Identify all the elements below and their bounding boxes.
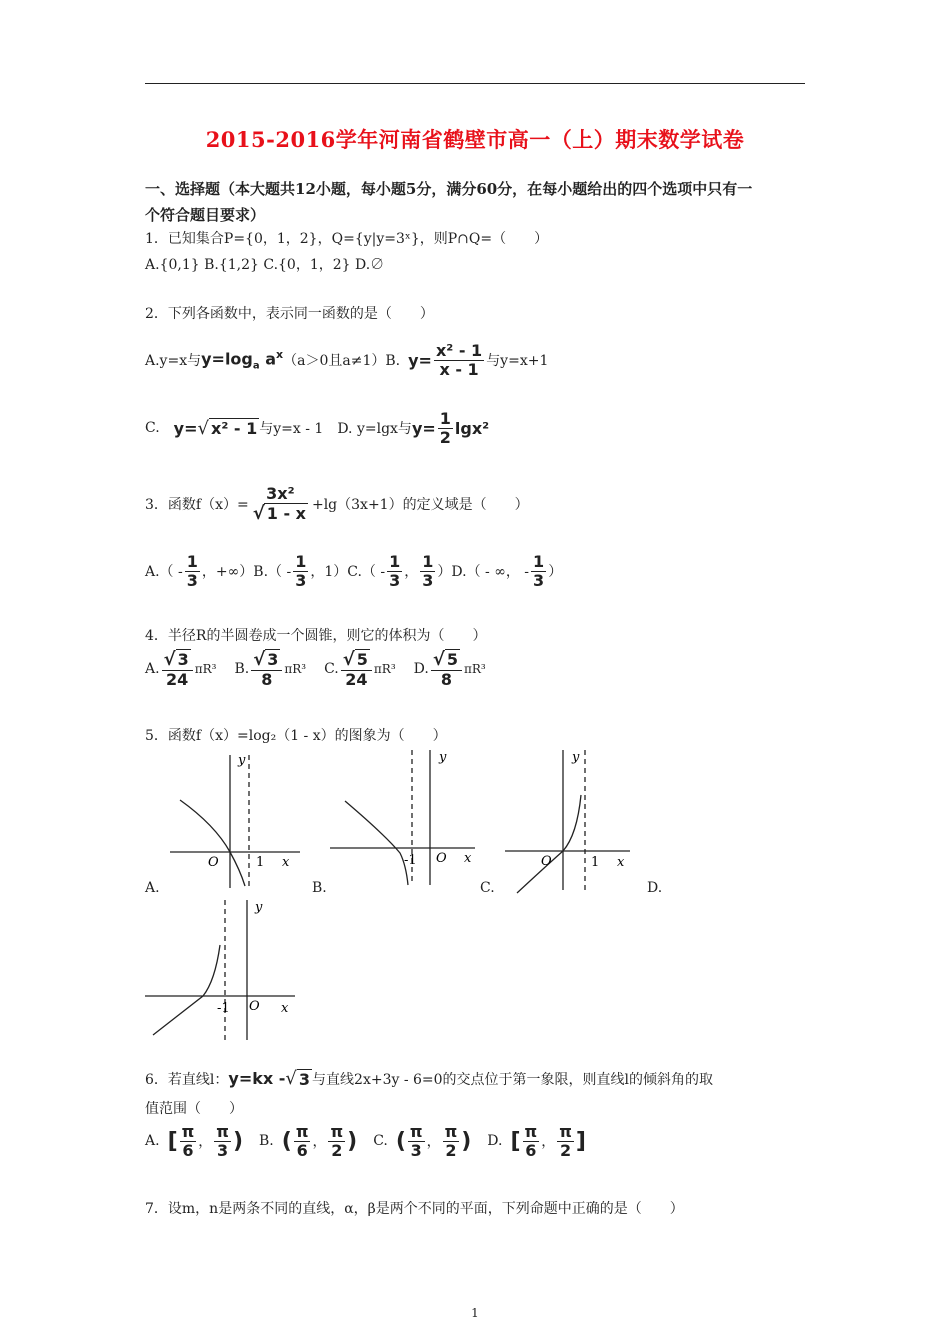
q7-stem: 7．设m，n是两条不同的直线，α，β是两个不同的平面，下列命题中正确的是（ ） [145, 1201, 684, 1217]
q2-d-num: 1 [439, 409, 451, 428]
q6-b-d2: 2 [331, 1140, 343, 1160]
q3-c-frac2 [420, 553, 435, 589]
q2-stem: 2．下列各函数中，表示同一函数的是（ ） [145, 306, 434, 322]
q6-a-label: A. [145, 1133, 160, 1150]
q6-d-close: ] [575, 1128, 586, 1154]
q6-c-open: ( [395, 1128, 406, 1154]
q3-post: +lg（3x+1）的定义域是（ ） [311, 497, 529, 514]
q6-c-n2: π [444, 1122, 458, 1141]
q6-c-n1: π [409, 1122, 423, 1141]
header-rule [145, 83, 805, 84]
q4-d-label: D. [413, 661, 429, 678]
q3-d-num: 1 [533, 552, 545, 571]
q3-den-wrap [251, 504, 310, 524]
q3-c-den2: 3 [422, 570, 434, 590]
q4-stem: 4．半径R的半圆卷成一个圆锥，则它的体积为（ ） [145, 628, 487, 644]
q6-b-n2: π [330, 1122, 344, 1141]
q6-stem-line2: 值范围（ ） [145, 1101, 243, 1117]
q4-c-den: 24 [345, 669, 368, 689]
q4-d-den: 8 [440, 669, 452, 689]
q6-a-close: ) [232, 1128, 243, 1154]
q5-graph-b [330, 745, 480, 890]
q5-label-b: B. [312, 880, 327, 896]
q3-d-frac [531, 553, 546, 589]
q4-option-d [414, 650, 486, 688]
q4-d-frac [431, 650, 462, 688]
q4-option-b [234, 650, 306, 688]
q3-num: 3x² [266, 484, 295, 503]
q2-c-radicand: x² - 1 [211, 419, 258, 439]
q2-b-lhs: y= [408, 350, 432, 370]
q6-radicand: 3 [298, 1069, 311, 1089]
q6-a-frac2 [214, 1123, 231, 1159]
q6-c-label: C. [373, 1133, 388, 1150]
origin-label: O [436, 851, 447, 866]
q4-d-rad: 5 [446, 650, 458, 669]
q4-a-frac [162, 650, 193, 688]
q4-d-tail: πR³ [464, 662, 486, 677]
q2-b-post: 与y=x+1 [486, 353, 549, 370]
q6-d-frac2 [557, 1123, 574, 1159]
q3-den: 1 - x [266, 503, 306, 523]
q3-b-den: 3 [295, 570, 307, 590]
q2-a-exp: x [276, 348, 284, 362]
q4-c-rad: 5 [356, 650, 368, 669]
origin-label: O [249, 999, 260, 1014]
section-heading-line1: 一、选择题（本大题共12小题，每小题5分，满分60分，在每小题给出的四个选项中只有一 [145, 180, 753, 198]
q3-options [145, 553, 562, 589]
q6-d-n2: π [559, 1122, 572, 1141]
y-label: y [238, 753, 246, 768]
q2-a-prefix: A.y=x与 [145, 353, 202, 370]
q4-options [145, 650, 486, 688]
q3-fraction [251, 485, 310, 523]
q6-b-open: ( [281, 1128, 292, 1154]
q6-radical: √ [285, 1068, 297, 1089]
q3-c-frac1 [387, 553, 402, 589]
q4-c-tail: πR³ [373, 662, 396, 677]
q3-c-mid: ， [404, 564, 419, 581]
q4-b-tail: πR³ [284, 662, 307, 677]
q3-pre: 3．函数f（x）= [145, 497, 249, 514]
q2-a-cond: （a＞0且a≠1）B. [283, 353, 401, 370]
q3-c-num1: 1 [389, 552, 401, 571]
q6-b-close: ) [347, 1128, 358, 1154]
q2-b-fraction [434, 342, 484, 378]
q6-d-frac1 [523, 1123, 540, 1159]
q6-b-d1: 6 [296, 1140, 308, 1160]
origin-label: O [541, 854, 552, 869]
q4-a-rad: 3 [177, 650, 189, 669]
q2-option-ab [145, 342, 548, 378]
q3-a-frac [185, 553, 200, 589]
q4-b-rad: 3 [267, 650, 279, 669]
y-label: y [439, 750, 447, 765]
q6-math: y=kx - [228, 1069, 286, 1088]
curve [180, 800, 245, 886]
one-label: 1 [256, 855, 265, 870]
q6-option-c: C. ( $\frac{\pi}{3}$ ， $\frac{\pi}{2}$ ) [373, 1122, 472, 1160]
q3-radical: √ [252, 502, 265, 524]
q5-graph-d [145, 895, 300, 1045]
q3-a-den: 3 [186, 570, 198, 590]
q6-b-n1: π [295, 1122, 309, 1141]
q4-c-frac [341, 650, 372, 688]
q6-option-b: B. ( $\frac{\pi}{6}$ ， $\frac{\pi}{2}$ ) [259, 1122, 358, 1160]
q2-d-fraction [438, 410, 453, 446]
q6-pre: 6．若直线l： [145, 1071, 229, 1088]
neg-one-label: -1 [404, 853, 417, 868]
q6-d-d1: 6 [525, 1140, 537, 1160]
q2-c-post: 与y=x - 1 D. y=lgx与 [259, 421, 412, 438]
q3-d-den: 3 [533, 570, 545, 590]
q6-b-label: B. [259, 1133, 274, 1150]
q6-a-d1: 6 [182, 1140, 194, 1160]
q4-b-den: 8 [261, 669, 273, 689]
y-label: y [572, 750, 580, 765]
q5-stem: 5．函数f（x）=log₂（1 - x）的图象为（ ） [145, 728, 447, 744]
q3-a-post: ，+∞）B.（ - [201, 564, 292, 581]
q6-a-d2: 3 [217, 1140, 229, 1160]
q3-c-post: ）D.（ - ∞， - [437, 564, 530, 581]
q4-c-label: C. [324, 661, 339, 678]
q6-d-d2: 2 [559, 1140, 572, 1160]
q6-option-d: D. [ $\frac{\pi}{6}$ ， $\frac{\pi}{2}$ ] [487, 1122, 586, 1160]
q4-c-num: √ 5 [341, 650, 372, 671]
q6-c-d1: 3 [410, 1140, 422, 1160]
q5-label-a: A. [145, 880, 160, 896]
y-label: y [255, 900, 263, 915]
x-label: x [282, 855, 290, 870]
q5-label-d: D. [647, 880, 663, 896]
curve [153, 945, 220, 1035]
q2-a-base: a [252, 360, 260, 372]
q6-c-close: ) [461, 1128, 472, 1154]
q3-a-pre: A.（ - [145, 564, 183, 581]
q4-option-c [324, 650, 396, 688]
q3-c-num2: 1 [422, 552, 434, 571]
q6-a-open: [ [167, 1128, 178, 1154]
q6-b-frac1 [294, 1123, 311, 1159]
q2-a-arg: a [265, 349, 276, 369]
q1-options: A.{0,1} B.{1,2} C.{0，1，2} D.∅ [145, 257, 385, 273]
q2-c-lhs: y= [173, 418, 198, 438]
q3-b-post: ，1）C.（ - [310, 564, 386, 581]
page-number: 1 [471, 1306, 479, 1320]
q5-graph-a [170, 750, 305, 890]
q6-d-n1: π [524, 1122, 538, 1141]
q2-b-num: x² - 1 [435, 341, 483, 360]
q2-d-post: lgx² [454, 418, 490, 438]
x-label: x [281, 1001, 289, 1016]
q4-b-label: B. [234, 661, 250, 678]
q4-a-num: √ 3 [162, 650, 193, 671]
q4-a-den: 24 [166, 669, 189, 689]
origin-label: O [208, 855, 219, 870]
q2-d-lhs: y= [411, 418, 436, 438]
section-heading-line2: 个符合题目要求） [145, 206, 266, 224]
q6-d-open: [ [510, 1128, 521, 1154]
q4-d-num: √ 5 [431, 650, 462, 671]
curve [345, 801, 408, 885]
q2-c-prefix: C. [145, 420, 160, 437]
x-label: x [464, 851, 472, 866]
q5-label-c: C. [480, 880, 495, 896]
one-label: 1 [591, 855, 600, 870]
q4-b-num: √ 3 [251, 650, 282, 671]
neg-one-label: -1 [217, 1001, 230, 1016]
q6-a-frac1 [180, 1123, 197, 1159]
q4-b-frac [251, 650, 282, 688]
q6-b-frac2 [328, 1123, 345, 1159]
q6-options [145, 1123, 586, 1159]
q3-a-num: 1 [186, 552, 198, 571]
page-title: 2015-2016学年河南省鹤壁市高一（上）期末数学试卷 [205, 127, 745, 152]
q6-d-label: D. [487, 1133, 503, 1150]
q6-stem [145, 1068, 713, 1089]
q6-option-a: A. [ $\frac{\pi}{6}$ ， $\frac{\pi}{3}$ ) [145, 1122, 243, 1160]
q2-c-radical: √ [197, 417, 209, 439]
q6-c-frac1 [408, 1123, 425, 1159]
curve [517, 795, 581, 893]
q5-graph-c [505, 745, 640, 895]
q4-option-a [145, 650, 216, 688]
q2-d-den: 2 [439, 427, 451, 447]
q6-c-frac2 [443, 1123, 460, 1159]
q2-a-log: y=log [201, 349, 253, 369]
q6-a-n1: π [181, 1122, 195, 1141]
q2-option-cd [145, 410, 489, 446]
q3-b-num: 1 [295, 552, 307, 571]
q1-stem: 1．已知集合P={0，1，2}，Q={y|y=3ˣ}，则P∩Q=（ ） [145, 231, 549, 247]
q3-b-frac [293, 553, 308, 589]
q3-d-post: ） [548, 564, 563, 581]
q4-a-label: A. [145, 661, 160, 678]
q6-a-n2: π [216, 1122, 229, 1141]
q6-post: 与直线2x+3y - 6=0的交点位于第一象限，则直线l的倾斜角的取 [312, 1071, 714, 1088]
q6-c-d2: 2 [445, 1140, 457, 1160]
q3-c-den1: 3 [389, 570, 401, 590]
q4-a-tail: πR³ [194, 662, 217, 677]
q2-a-math [201, 348, 283, 372]
q2-b-den: x - 1 [439, 359, 479, 379]
x-label: x [617, 855, 625, 870]
q3-stem [145, 485, 529, 523]
